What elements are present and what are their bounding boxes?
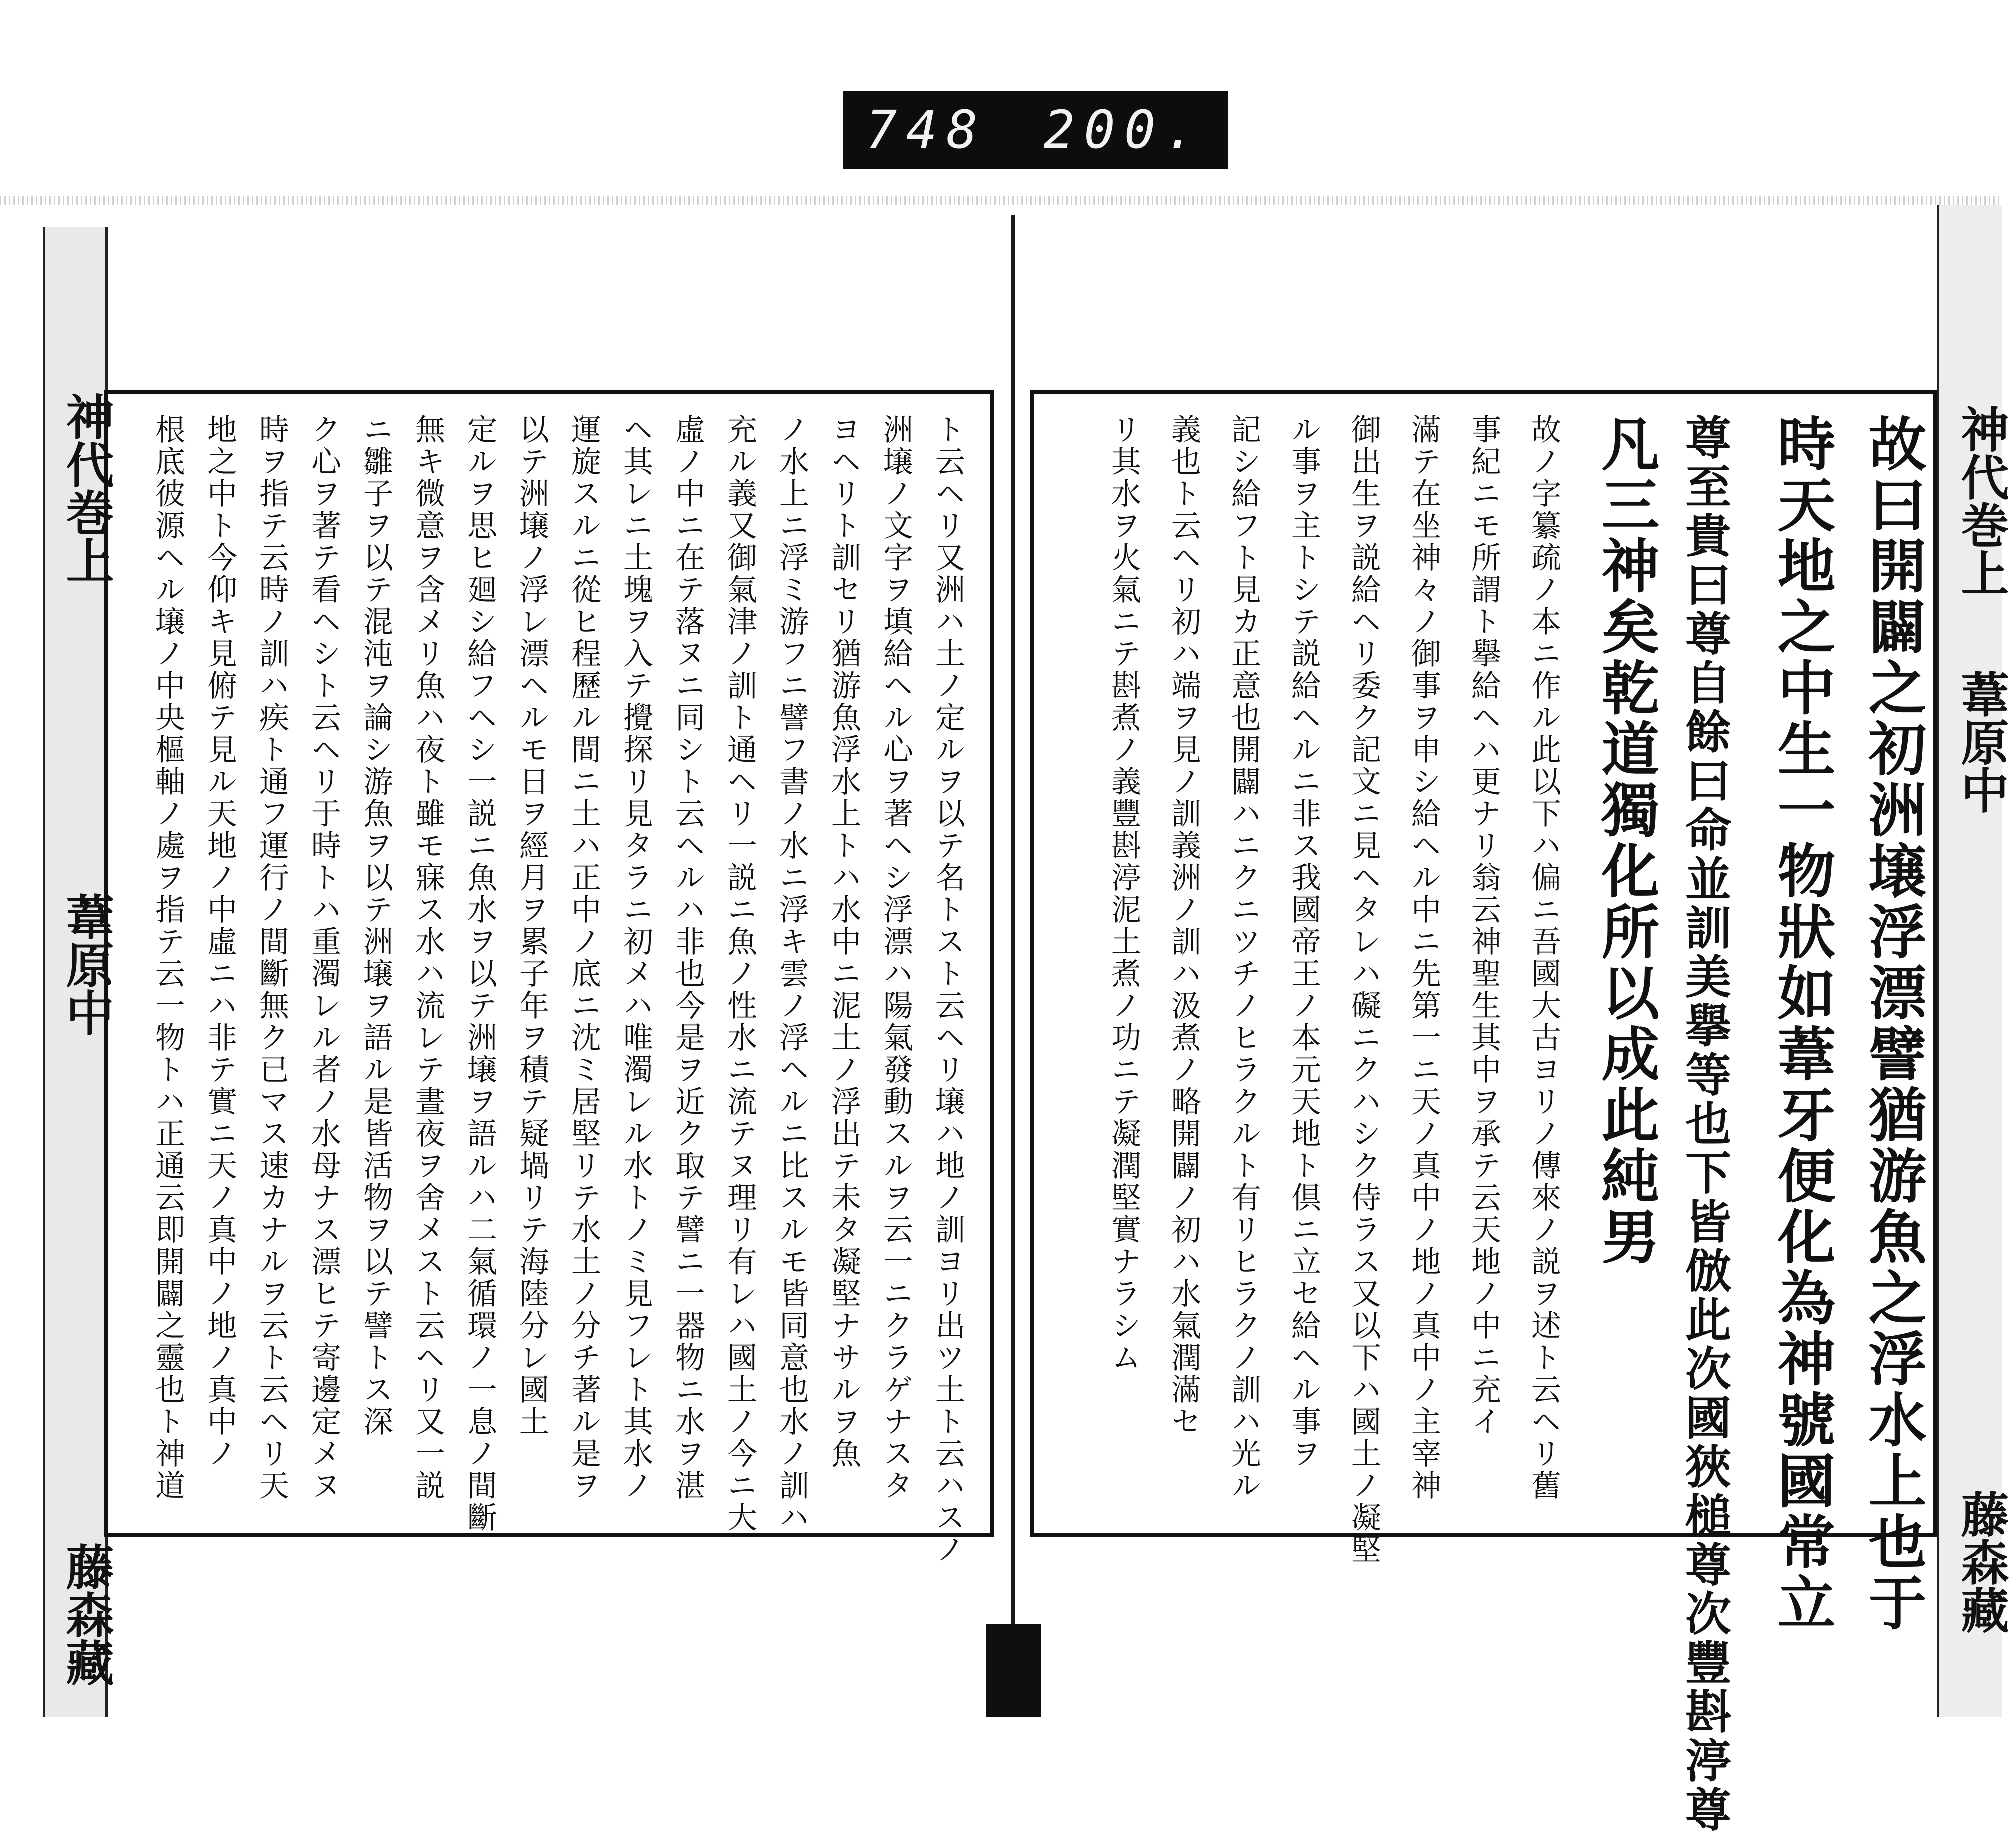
call-number-label (843, 91, 1228, 169)
commentary-column: 記シ給フト見カ正意也開闢ハニクニツチノヒラクルト有リヒラクノ訓ハ光ル (1226, 414, 1262, 1502)
spine-owner-right: 藤森藏 (1954, 1490, 2010, 1634)
commentary-column: リ其水ヲ火氣ニテ斟煮ノ義豐斟渟泥土煮ノ功ニテ凝潤堅實ナラシム (1106, 414, 1142, 1374)
spine-section-left: 葦原中 (58, 892, 115, 1036)
spine-title-left: 神代巻上 (58, 392, 115, 584)
main-text-column: 時天地之中生一物狀如葦牙便化為神號國常立 (1768, 414, 1836, 1634)
left-page-frame (104, 390, 994, 1566)
commentary-column: 義也ト云ヘリ初ハ端ヲ見ノ訓義洲ノ訓ハ汲煮ノ略開闢ノ初ハ水氣潤滿セ (1166, 414, 1202, 1438)
right-page-frame (1030, 390, 1938, 1835)
commentary-column: ノ水上ニ浮ミ游フニ譬フ書ノ水ニ浮キ雲ノ浮ヘルニ比スルモ皆同意也水ノ訓ハ (774, 414, 810, 1534)
main-text-column: 尊至貴曰尊自餘曰命並訓美擧等也下皆倣此次國狹槌尊次豐斟渟尊 (1678, 414, 1732, 1835)
commentary-column: 時ヲ指テ云時ノ訓ハ疾ト通フ運行ノ間斷無ク已マス速カナルヲ云ト云ヘリ天 (254, 414, 290, 1502)
commentary-column: 故ノ字纂疏ノ本ニ作ル此以下ハ偏ニ吾國大古ヨリノ傳來ノ説ヲ述ト云ヘリ舊 (1526, 414, 1562, 1502)
spine-section-right: 葦原中 (1954, 670, 2010, 814)
commentary-column: 定ルヲ思ヒ廻シ給フヘシ一説ニ魚水ヲ以テ洲壌ヲ語ルハ二氣循環ノ一息ノ間斷 (462, 414, 498, 1534)
main-text-column: 故曰開闢之初洲壌浮漂譬猶游魚之浮水上也于 (1859, 414, 1927, 1634)
commentary-column: ト云ヘリ又洲ハ土ノ定ルヲ以テ名トスト云ヘリ壌ハ地ノ訓ヨリ出ツ土ト云ハスノ (930, 414, 966, 1566)
right-page-spine-margin (1937, 205, 2010, 1718)
commentary-column: ヘ其レニ土塊ヲ入テ攪探リ見タラニ初メハ唯濁レル水トノミ見フレト其水ノ (618, 414, 654, 1502)
commentary-column: ル事ヲ主トシテ説給ヘルニ非ス我國帝王ノ本元天地ト倶ニ立セ給ヘル事ヲ (1286, 414, 1322, 1470)
commentary-column: 事紀ニモ所謂ト擧給ヘハ更ナリ翁云神聖生其中ヲ承テ云天地ノ中ニ充イ (1466, 414, 1502, 1438)
spine-owner-left: 藤森藏 (58, 1542, 115, 1686)
commentary-column: 根底彼源ヘル壌ノ中央樞軸ノ處ヲ指テ云一物トハ正通云即開闢之靈也ト神道 (150, 414, 186, 1502)
page-top-edge (0, 196, 2000, 205)
commentary-column: 以テ洲壌ノ浮レ漂ヘルモ日ヲ經月ヲ累子年ヲ積テ疑堝リテ海陸分レ國土 (514, 414, 550, 1438)
commentary-column: 洲壌ノ文字ヲ填給ヘル心ヲ著ヘシ浮漂ハ陽氣發動スルヲ云一ニクラゲナスタ (878, 414, 914, 1502)
commentary-column: ニ雛子ヲ以テ混沌ヲ論シ游魚ヲ以テ洲壌ヲ語ル是皆活物ヲ以テ譬トス深 (358, 414, 394, 1438)
commentary-column: 充ル義又御氣津ノ訓ト通ヘリ一説ニ魚ノ性水ニ流テヌ理リ有レハ國土ノ今ニ大 (722, 414, 758, 1534)
commentary-column: 無キ微意ヲ含メリ魚ハ夜ト雖モ寐ス水ハ流レテ晝夜ヲ舍メスト云ヘリ又一説 (410, 414, 446, 1502)
commentary-column: 滿テ在坐神々ノ御事ヲ申シ給ヘル中ニ先第一ニ天ノ真中ノ地ノ真中ノ主宰神 (1406, 414, 1442, 1502)
commentary-column: 御出生ヲ説給ヘリ委ク記文ニ見ヘタレハ礙ニクハシク侍ラス又以下ハ國土ノ凝堅 (1346, 414, 1382, 1566)
commentary-column: ク心ヲ著テ看ヘシト云ヘリ于時トハ重濁レル者ノ水母ナス漂ヒテ寄邊定メヌ (306, 414, 342, 1502)
left-page-spine-margin (43, 228, 115, 1718)
commentary-column: ヨヘリト訓セリ猶游魚浮水上トハ水中ニ泥土ノ浮出テ未タ凝堅ナサルヲ魚 (826, 414, 862, 1470)
commentary-column: 虛ノ中ニ在テ落ヌニ同シト云ヘルハ非也今是ヲ近ク取テ譬ニ一器物ニ水ヲ湛 (670, 414, 706, 1502)
book-gutter (1011, 215, 1015, 1675)
main-text-column: 凡三神矣乾道獨化所以成此純男 (1592, 414, 1660, 1268)
call-number-right: 200. (1044, 100, 1205, 160)
binding-clip (986, 1624, 1041, 1718)
commentary-column: 地之中ト今仰キ見俯テ見ル天地ノ中虛ニハ非テ實ニ天ノ真中ノ地ノ真中ノ (202, 414, 238, 1470)
spine-title-right: 神代巻上 (1954, 405, 2010, 597)
commentary-column: 運旋スルニ從ヒ程歷ル間ニ土ハ正中ノ底ニ沈ミ居堅リテ水土ノ分チ著ル是ヲ (566, 414, 602, 1502)
call-number-left: 748 (866, 100, 987, 160)
